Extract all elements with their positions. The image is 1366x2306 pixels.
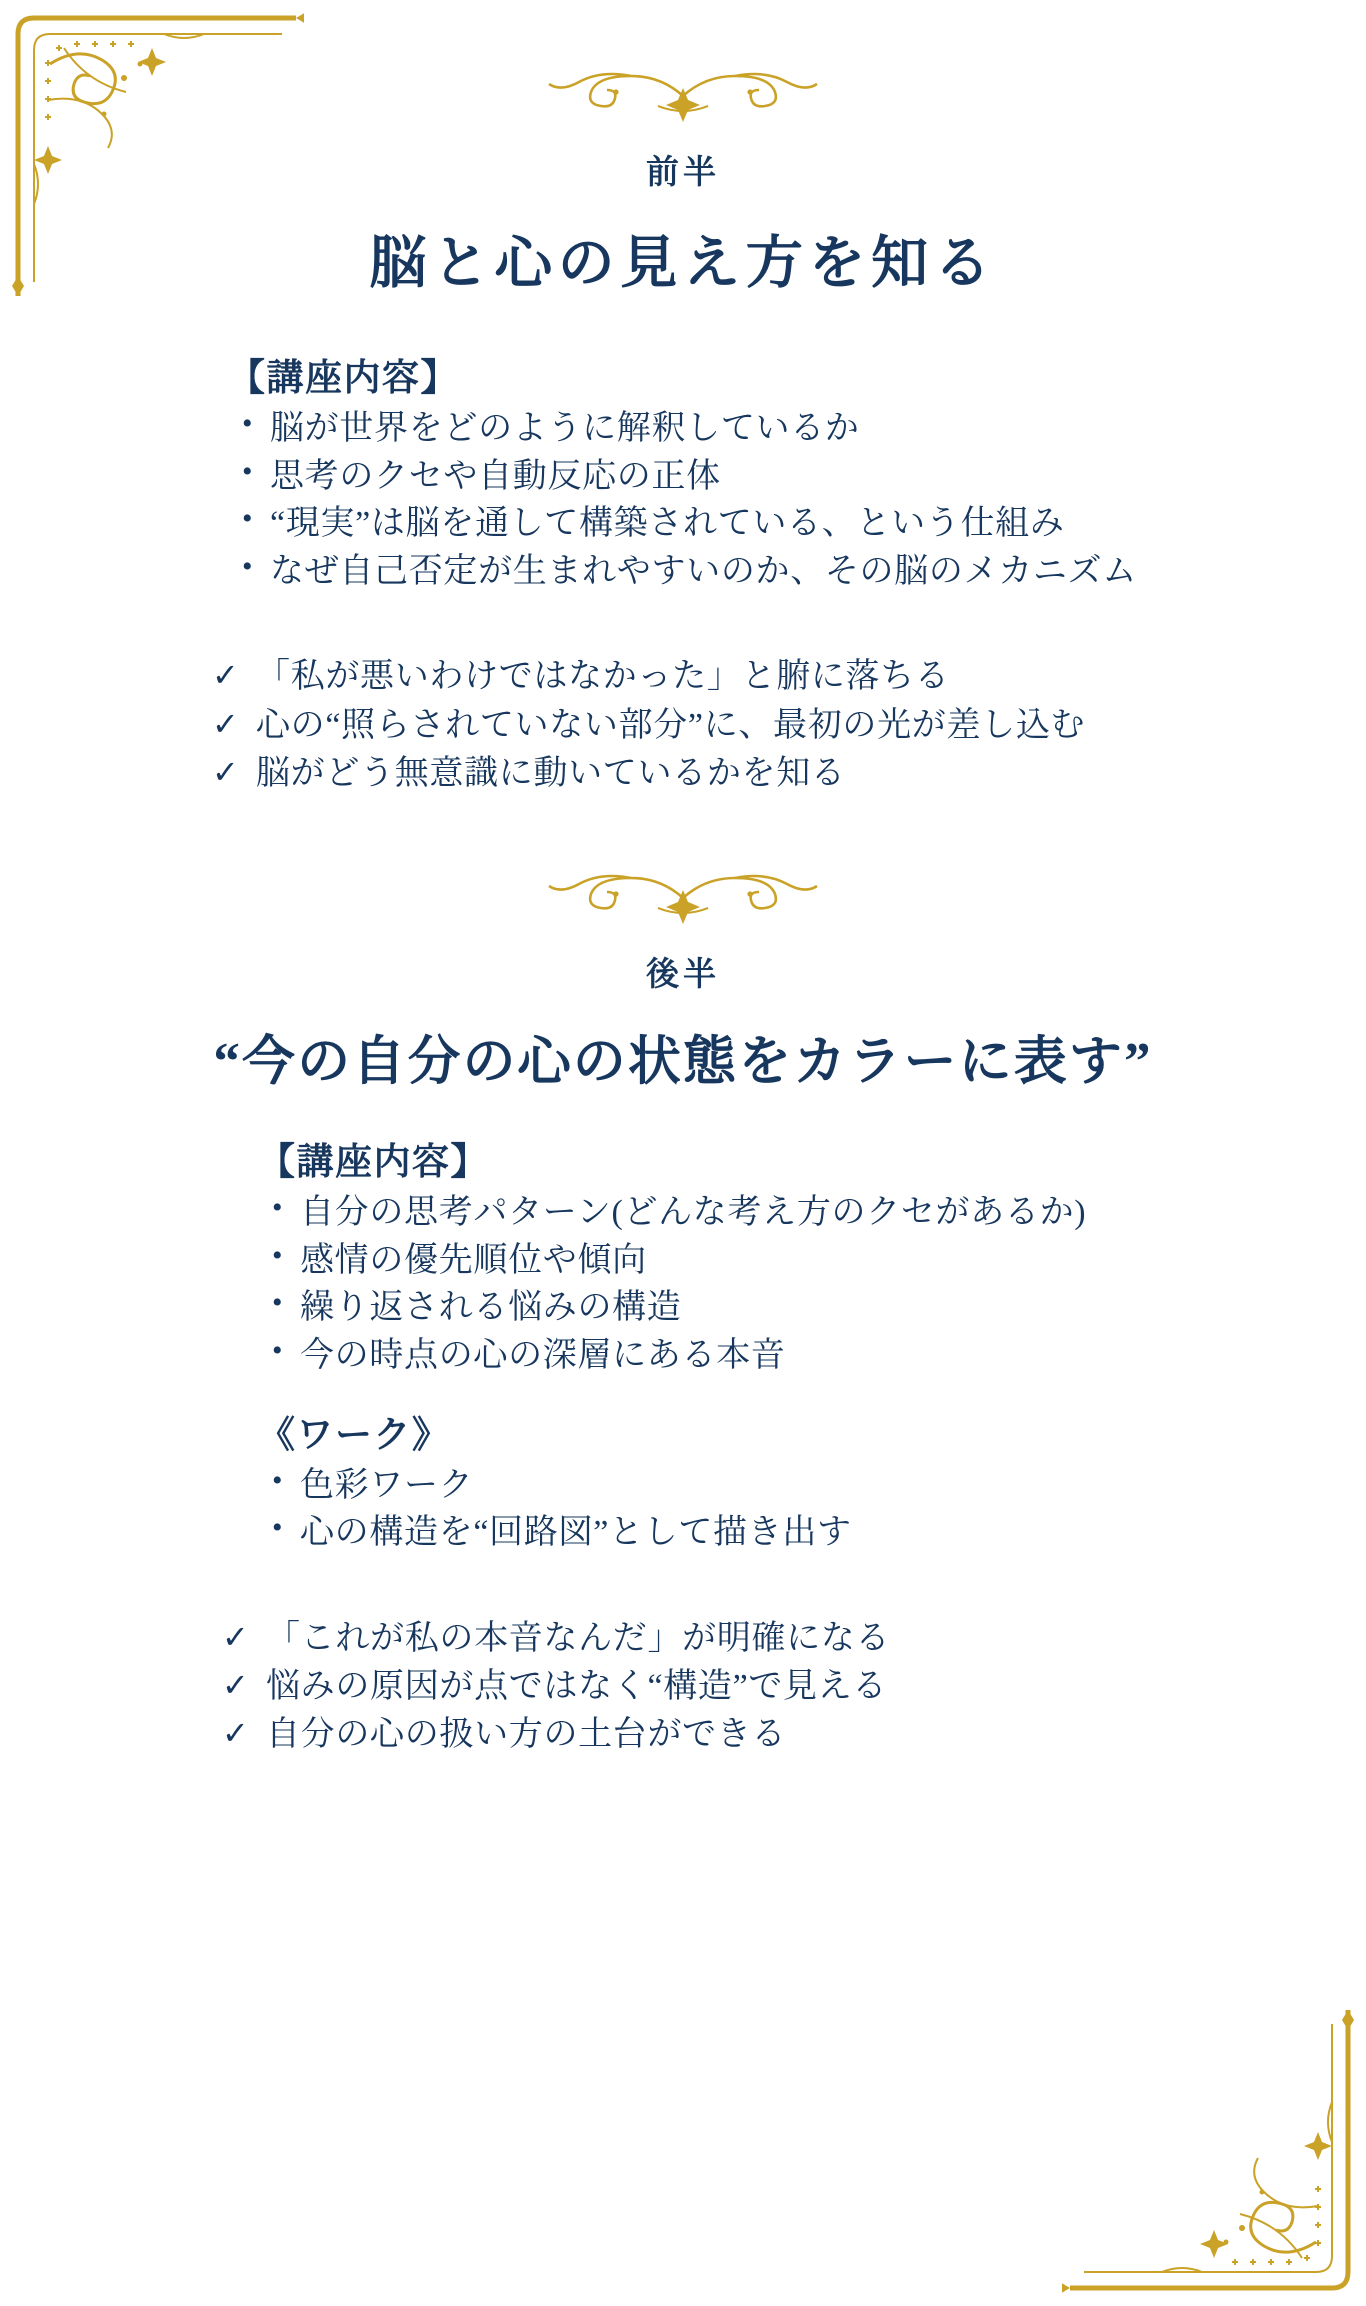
content-list (258, 1189, 1258, 1379)
list-item: • 脳が世界をどのように解釈しているか (228, 405, 1258, 453)
content-heading: 【講座内容】 (258, 1142, 489, 1184)
outcome-text: 「私が悪いわけではなかった」と腑に落ちる (256, 658, 950, 696)
section-label: 前半 (646, 155, 720, 191)
list-item: • 自分の思考パターン(どんな考え方のクセがあるか) (258, 1189, 1258, 1237)
check-icon: ✓ (222, 1667, 250, 1703)
list-item: • なぜ自己否定が生まれやすいのか、その脳のメカニズム (228, 548, 1258, 596)
section-second-half (0, 948, 1366, 1759)
outcome-list (208, 653, 1258, 798)
content-list (228, 405, 1258, 595)
outcome-text: 悩みの原因が点ではなく“構造”で見える (266, 1668, 888, 1705)
outcome-text: 心の“照らされていない部分”に、最初の光が差し込む (256, 706, 1086, 744)
scroll-divider-icon (0, 868, 1366, 926)
corner-flourish-icon (1062, 2002, 1362, 2302)
list-item: • “現実”は脳を通して構築されている、という仕組み (228, 500, 1258, 548)
work-heading: 《ワーク》 (258, 1414, 451, 1456)
list-item (218, 1615, 1258, 1663)
list-item (208, 653, 1258, 701)
check-icon: ✓ (212, 705, 240, 742)
scroll-divider-icon (0, 66, 1366, 124)
list-item: • 今の時点の心の深層にある本音 (258, 1332, 1258, 1380)
content-heading: 【講座内容】 (228, 358, 459, 399)
check-icon: ✓ (222, 1715, 250, 1752)
list-item: • 繰り返される悩みの構造 (258, 1284, 1258, 1332)
outcome-text: 自分の心の扱い方の土台ができる (266, 1716, 787, 1754)
section-title: “今の自分の心の状態をカラーに表す” (213, 1033, 1153, 1092)
list-item: • 色彩ワーク (258, 1462, 1258, 1510)
outcome-text: 「これが私の本音なんだ」が明確になる (266, 1619, 891, 1657)
check-icon: ✓ (212, 753, 240, 790)
check-icon: ✓ (222, 1618, 250, 1655)
list-item: • 心の構造を“回路図”として描き出す (258, 1509, 1258, 1557)
list-item: • 感情の優先順位や傾向 (258, 1237, 1258, 1285)
list-item: • 思考のクセや自動反応の正体 (228, 453, 1258, 501)
list-item (218, 1711, 1258, 1759)
outcome-list (218, 1615, 1258, 1760)
list-item (218, 1663, 1258, 1711)
outcome-text: 脳がどう無意識に動いているかを知る (256, 754, 846, 792)
list-item (208, 750, 1258, 798)
section-first-half (0, 146, 1366, 798)
section-label: 後半 (646, 957, 720, 994)
work-list (258, 1462, 1258, 1557)
list-item (208, 702, 1258, 750)
section-title: 脳と心の見え方を知る (369, 232, 997, 295)
check-icon: ✓ (212, 657, 240, 694)
